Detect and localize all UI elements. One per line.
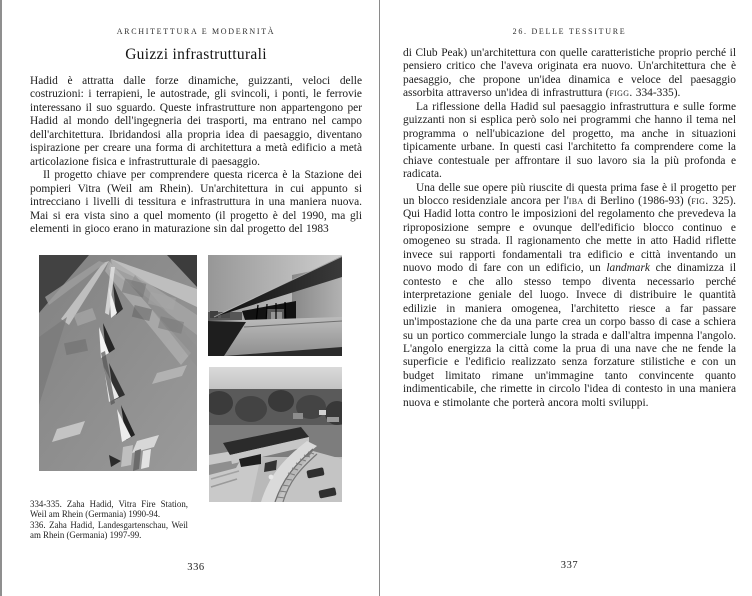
vitra-painting-image: [39, 255, 197, 471]
text-segment: figg.: [609, 87, 633, 100]
text-segment: Il progetto chiave per comprendere questa ricerca è la Stazione dei pompieri Vitra (Weil am Rhein). Un'architettura in cui appunto si intrecciano i livelli di tessitura e infrastruttura in una maniera nuova. Mai si era vista sino a quel momento (il progetto è del 1990, ma gli elementi in gioco erano in maturazione sin dal progetto del 1983: [30, 169, 362, 235]
page-number-left: 336: [187, 562, 205, 573]
figure-335-vitra-photo: [208, 255, 342, 356]
right-page: [380, 0, 752, 596]
text-segment: 325). Qui Hadid lotta contro le imposizioni del regolamento che prevedeva la riproposizione sempre e ovunque dell'edificio blocco continuo e omogeneo su strada. Il ragionamento che mette in atto Hadid riflette invece sui rapporti fondamentali tra edificio e città inventando un nuovo modo di fare con un edificio, un: [403, 194, 736, 275]
running-head-left: ARCHITETTURA E MODERNITÀ: [116, 27, 276, 36]
left-page: [2, 0, 379, 596]
text-segment: di Club Peak) un'architettura con quelle caratteristiche proprio perché il pensiero critico che l'aveva originata era nuovo. Un'architettura che è paesaggio, che propone un'idea dinamica e veloce del paesaggio assorbita attraverso un'idea di infrastruttura (: [403, 47, 736, 100]
vitra-photo-image: [208, 255, 342, 356]
text-segment: di Berlino (1986-93) (: [583, 194, 692, 207]
text-segment: Hadid è attratta dalle forze dinamiche, guizzanti, veloci delle costruzioni: i terrapieni, le autostrade, gli svincoli, i ponti, le ferrovie interessano il suo sguardo. Queste infrastrutture non appartengono per Hadid al mondo dell'ingegneria dei trasporti, ma entrano nel campo dell'architettura. Ibridandosi alla propria idea di paesaggio, diventano ispirazione per creare una forma di architettura a metà edificio a metà articolazione fisica e infrastrutturale di paesaggio.: [30, 75, 362, 168]
right-page-body: [403, 47, 736, 410]
page-number-right: 337: [560, 560, 579, 571]
text-segment: iba: [568, 194, 584, 207]
text-segment: Una delle sue opere più riuscite di questa prima fase è il progetto per un blocco residenziale ancora per l': [403, 181, 736, 207]
paragraph: [403, 47, 736, 101]
caption-entry-336: 336. Zaha Hadid, Landesgartenschau, Weil am Rhein (Germania) 1997-99.: [30, 519, 188, 541]
paragraph: [30, 169, 362, 236]
text-segment: che dinamizza il contesto e che allo stesso tempo diventa necessario perché interpretazione geniale del luogo. Invece di distribuire le quantità edilizie in maniera omogenea, l'architetto riesce a far passare un'impostazione che da una parte crea un corpo basso di case a schiera su un portico commerciale lungo la strada e dall'altra impenna l'angolo. L'angolo energizza la città come la prua di una nave che ne fende la superficie e l'edificio realizzato senza forzature stilistiche e con un budget limitato rimane un'immagine tanto convincente quanto indimenticabile, che rimette in circolo l'idea di contesto in una maniera nuova e stimolante che porterà ancora molti sviluppi.: [403, 262, 736, 409]
text-segment: fig.: [691, 194, 709, 207]
figure-336-landesgartenschau-photo: [209, 367, 342, 502]
caption-entry-334-335: 334-335. Zaha Hadid, Vitra Fire Station, Weil am Rhein (Germania) 1990-94.: [30, 499, 188, 520]
landesgartenschau-photo-image: [209, 367, 342, 502]
text-segment: 334-335).: [632, 87, 681, 100]
running-head-right: 26. DELLE TESSITURE: [512, 27, 627, 36]
section-title: Guizzi infrastrutturali: [125, 46, 267, 63]
text-segment: landmark: [606, 262, 650, 275]
paragraph: [403, 182, 736, 411]
left-page-body: [30, 75, 362, 236]
text-segment: La riflessione della Hadid sul paesaggio infrastruttura e sulle forme guizzanti non si esplica però solo nei programmi che hanno il tema nel programma o nell'ubicazione del progetto, ma anche in situazioni tipicamente urbane. In questi casi l'architetto fa comprendere come la chiave contestuale per affrontare il suo lavoro sia la più profonda e radicata.: [403, 100, 736, 181]
figure-334-vitra-painting: [39, 255, 197, 471]
figure-caption: [30, 499, 188, 541]
paragraph: [403, 101, 736, 182]
paragraph: [30, 75, 362, 169]
